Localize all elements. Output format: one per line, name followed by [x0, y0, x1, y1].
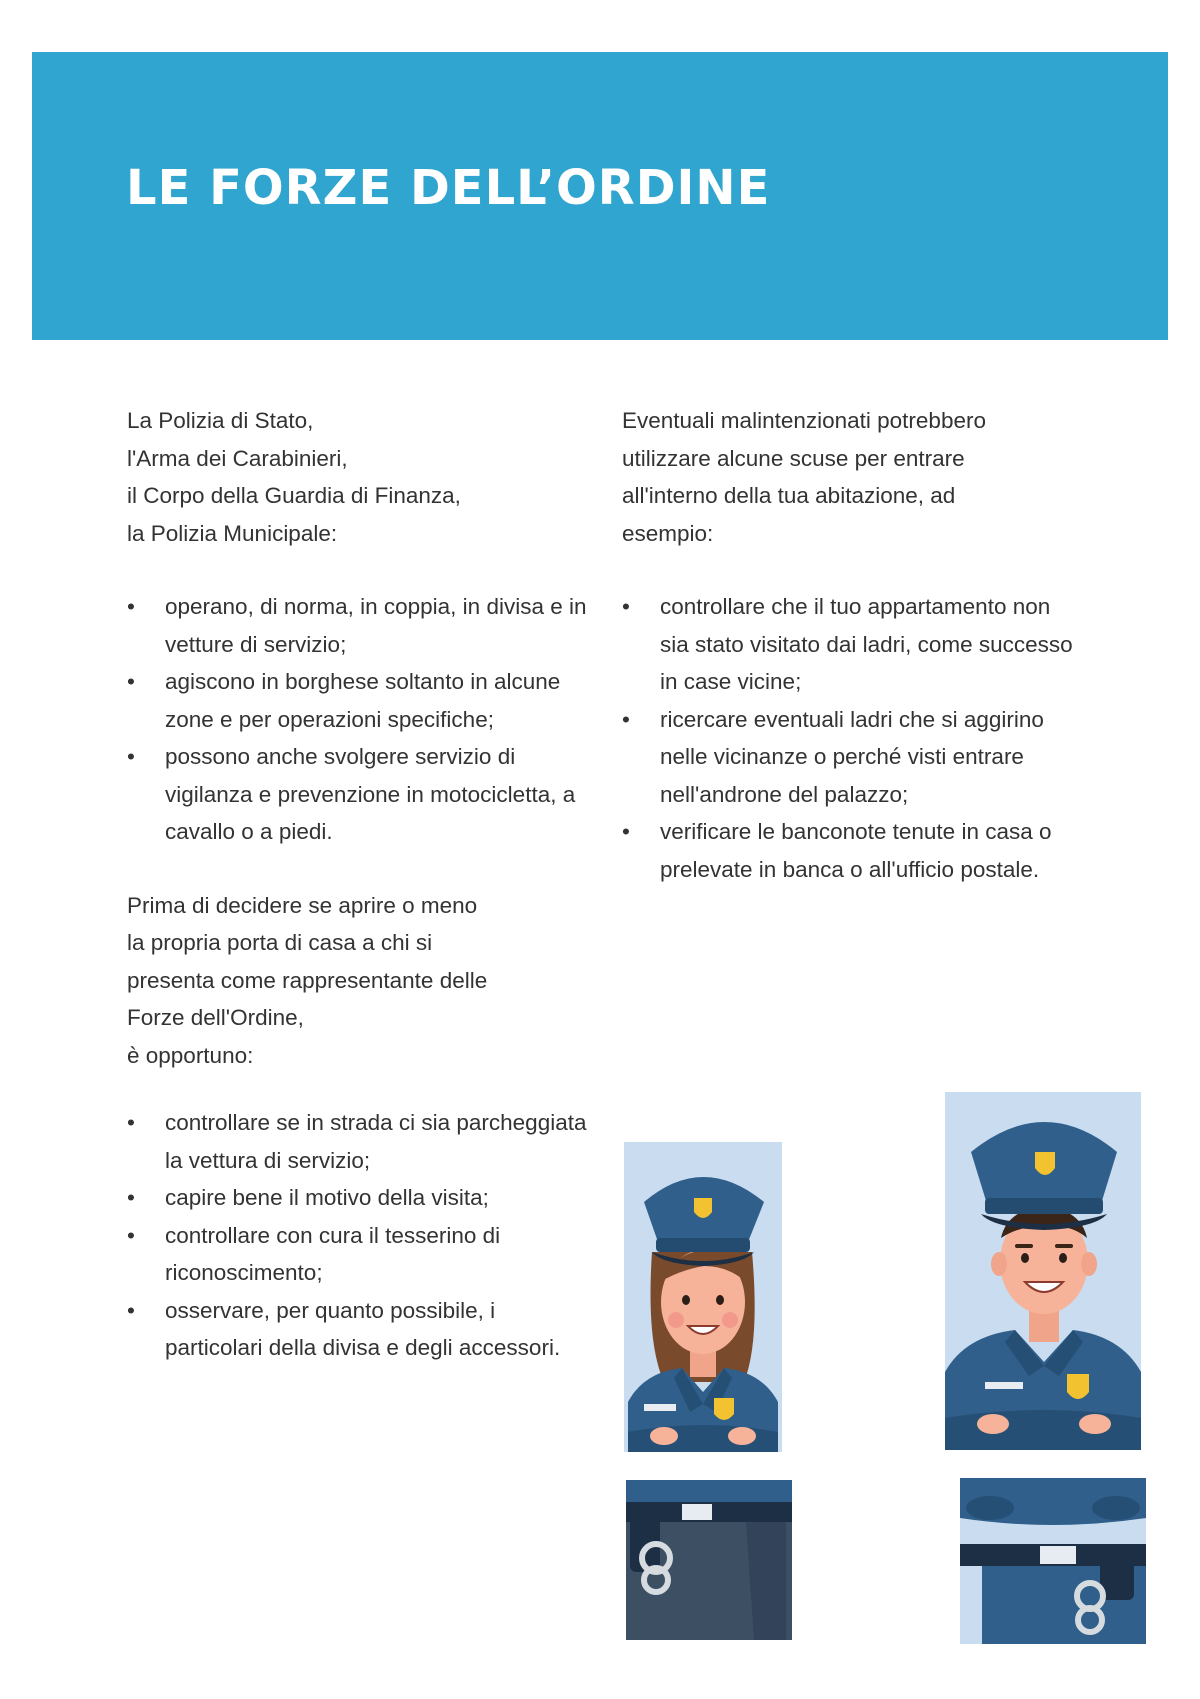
list-item: • capire bene il motivo della visita; — [127, 1179, 587, 1217]
intro-line: la Polizia Municipale: — [127, 520, 338, 546]
list-item: • verificare le banconote tenute in casa o prelevate in banca o all'ufficio postale. — [622, 813, 1084, 888]
list-item: • controllare se in strada ci sia parcheggiata la vettura di servizio; — [127, 1104, 587, 1179]
female-officer-belt-svg — [626, 1480, 792, 1640]
intro-line: La Polizia di Stato, — [127, 408, 314, 433]
list-item: • controllare che il tuo appartamento non sia stato visitato dai ladri, come successo in case vicine; — [622, 588, 1084, 701]
list-item: • osservare, per quanto possibile, i particolari della divisa e degli accessori. — [127, 1292, 587, 1367]
list-item: • controllare con cura il tesserino di riconoscimento; — [127, 1217, 587, 1292]
intro-line: il Corpo della Guardia di Finanza, — [127, 483, 461, 508]
list-item: • possono anche svolgere servizio di vigilanza e prevenzione in motocicletta, a cavallo o a piedi. — [127, 738, 587, 851]
police-behaviour-list — [127, 588, 587, 851]
page-title: LE FORZE DELL’ORDINE — [126, 160, 771, 216]
intro-line: Eventuali malintenzionati potrebbero — [622, 408, 986, 433]
list-item: • operano, di norma, in coppia, in divisa e in vetture di servizio; — [127, 588, 587, 663]
female-officer-upper-illustration — [624, 1142, 782, 1452]
intro-line: l'Arma dei Carabinieri, — [127, 445, 348, 471]
intro-line: all'interno della tua abitazione, ad — [622, 483, 956, 508]
paragraph-line: presenta come rappresentante delle — [127, 967, 488, 993]
paragraph-line: la propria porta di casa a chi si — [127, 930, 433, 955]
excuses-list — [622, 588, 1084, 888]
female-officer-upper-svg — [624, 1142, 782, 1452]
left-column — [127, 402, 587, 1367]
female-officer-belt-illustration — [626, 1480, 792, 1640]
title-banner — [32, 52, 1168, 340]
intro-line: utilizzare alcune scuse per entrare — [622, 445, 965, 471]
intro-line: esempio: — [622, 520, 714, 546]
male-officer-belt-svg — [960, 1478, 1146, 1644]
paragraph-line: Prima di decidere se aprire o meno — [127, 892, 478, 918]
list-item: • agiscono in borghese soltanto in alcune zone e per operazioni specifiche; — [127, 663, 587, 738]
list-item: • ricercare eventuali ladri che si aggirino nelle vicinanze o perché visti entrare nell'androne del palazzo; — [622, 701, 1084, 814]
paragraph-line: è opportuno: — [127, 1042, 254, 1068]
paragraph-line: Forze dell'Ordine, — [127, 1005, 304, 1030]
right-column — [622, 402, 1084, 888]
male-officer-upper-illustration — [945, 1092, 1141, 1450]
advice-list — [127, 1104, 587, 1367]
male-officer-belt-illustration — [960, 1478, 1146, 1644]
male-officer-upper-svg — [945, 1092, 1141, 1450]
